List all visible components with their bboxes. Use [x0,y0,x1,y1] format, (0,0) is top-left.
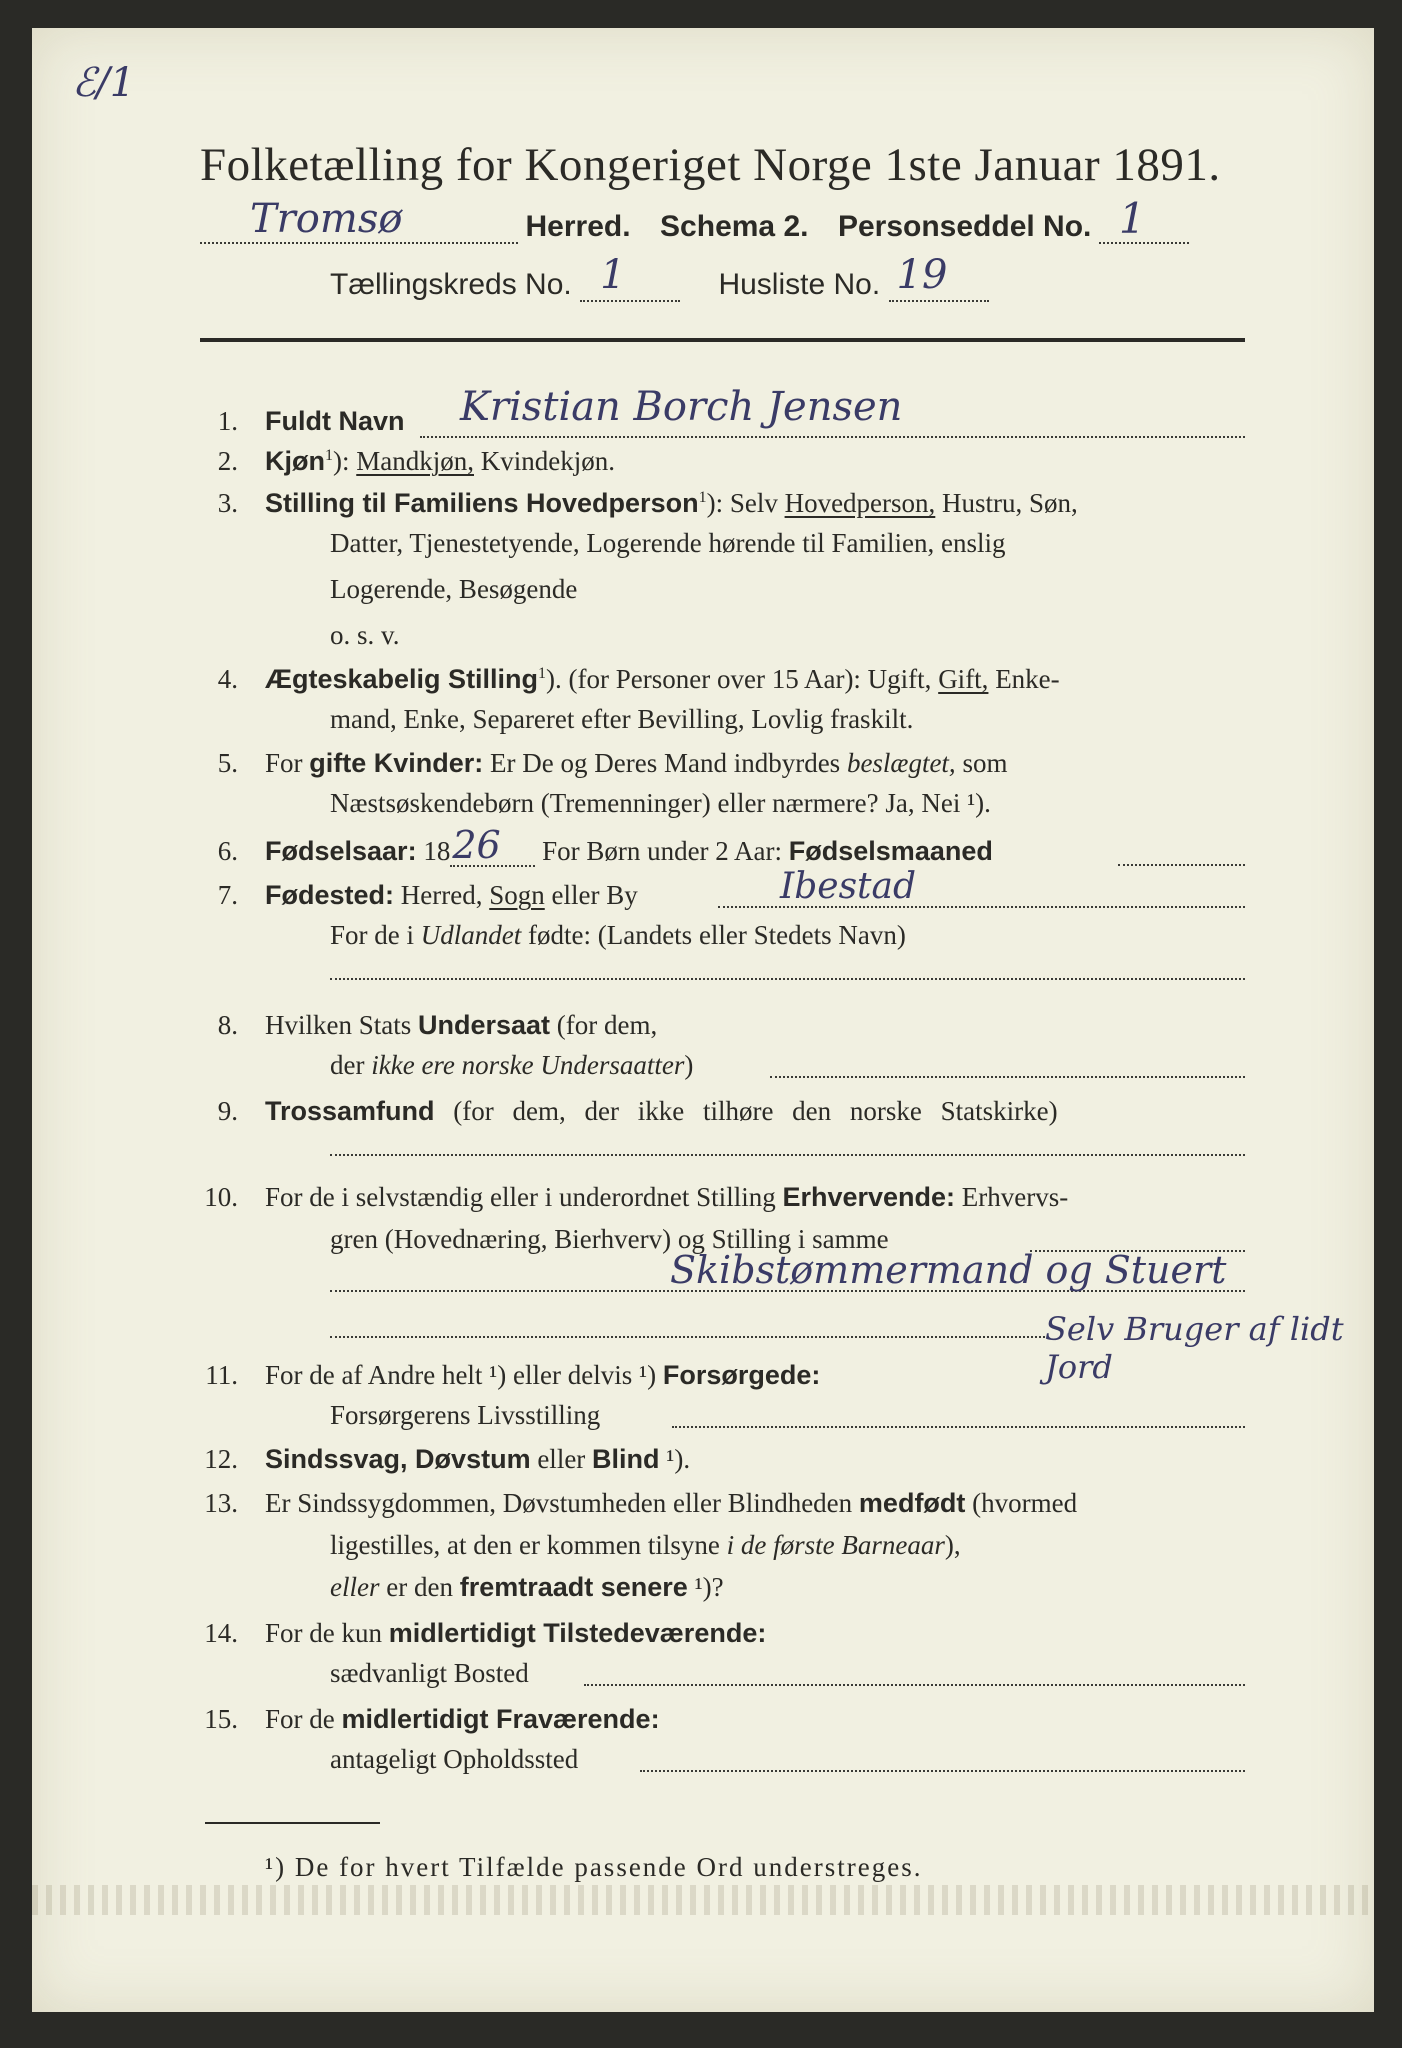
field-7-label: Fødested: [265,880,395,910]
field-4-text-b: Enke- [988,664,1060,694]
field-8-line-2-a: der [330,1050,372,1080]
footnote: ¹) De for hvert Tilfælde passende Ord understreges. [265,1852,923,1882]
field-10-line-2: gren (Hovednæring, Bierhverv) og Stilling i samme [330,1224,889,1254]
field-3-text-b: Hustru, Søn, [935,488,1078,518]
field-10-label: Erhvervende: [782,1182,956,1212]
field-13-text-a: Er Sindssygdommen, Døvstumheden eller Blindheden [265,1488,859,1518]
field-3-line-3: Logerende, Besøgende [330,574,578,604]
field-2-sup: 1 [325,447,333,464]
field-3-label: Stilling til Familiens Hovedperson [265,488,699,518]
kreds-handwriting: 1 [600,252,626,298]
herred-handwriting: Tromsø [250,196,403,242]
field-7-text-a: Herred, [394,880,490,910]
field-6-row [265,823,993,867]
field-4-line-2: mand, Enke, Separeret efter Bevilling, Lovlig fraskilt. [330,704,914,734]
field-10-row [265,1182,1068,1213]
field-6-field [450,823,535,867]
field-4-label: Ægteskabelig Stilling [265,664,539,694]
field-7-handwriting: Ibestad [780,866,917,907]
field-13-row [265,1488,1077,1519]
field-11-row [265,1360,820,1391]
field-6-prefix: 18 [416,836,451,866]
field-11-label: Forsørgede: [662,1360,821,1390]
field-7-line-3-dotted [330,978,1245,980]
field-3-line-2: Datter, Tjenestetyende, Logerende hørende til Familien, enslig [330,528,1006,558]
field-5-row [265,748,1007,779]
field-15-label: midlertidigt Fraværende: [341,1704,660,1734]
field-13-line-3-b: ¹)? [687,1572,724,1602]
field-11-number: 11. [205,1360,238,1390]
field-3-line-4: o. s. v. [330,620,400,650]
field-8-label: Undersaat [418,1010,551,1040]
field-11-dotted-line [672,1426,1245,1428]
field-14-text: For de kun [265,1618,389,1648]
field-13-text-b: (hvormed [965,1488,1078,1518]
personseddel-field [1099,194,1189,244]
field-13-line-2-a: ligestilles, at den er kommen tilsyne [330,1530,727,1560]
field-11-text: For de af Andre helt ¹) eller delvis ¹) [265,1360,663,1390]
field-5-text-a: For [265,748,310,778]
field-5-label: gifte Kvinder: [309,748,484,778]
field-8-row [265,1010,657,1041]
field-4-sup: 1 [538,665,547,682]
field-2-number: 2. [217,446,238,476]
herred-line [200,194,1245,244]
field-5-italic: beslægtet, [846,748,956,778]
field-8-text-b: (for dem, [550,1010,658,1040]
field-13-line-2-b: ), [944,1530,961,1560]
field-3-text-a: ): Selv [706,488,785,518]
field-5-text-b: Er De og Deres Mand indbyrdes [483,748,847,778]
field-15-number: 15. [204,1704,238,1734]
kreds-field [580,252,680,302]
field-13-line-3 [330,1572,724,1603]
field-8-line-2 [330,1050,693,1081]
field-4-number: 4. [217,664,238,694]
field-14-dotted-line [584,1684,1245,1686]
field-2-text: ): [333,446,357,476]
kreds-line [330,252,989,302]
field-3-selected-option: Hovedperson, [784,488,936,518]
field-10-number: 10. [204,1182,238,1212]
field-7-selected-option: Sogn [489,880,545,910]
field-12-row [265,1444,690,1475]
field-9-row [265,1096,1058,1127]
header-rule [200,338,1245,342]
field-7-line-2-b: fødte: (Landets eller Stedets Navn) [521,920,906,950]
field-6-dotted-line [1118,864,1245,866]
field-8-text-a: Hvilken Stats [265,1010,418,1040]
field-13-line-3-italic: eller [330,1572,380,1602]
field-13-line-3-label: fremtraadt senere [459,1572,688,1602]
personseddel-handwriting: 1 [1118,194,1146,243]
field-13-label: medfødt [858,1488,966,1518]
husliste-field [889,252,989,302]
corner-annotation: ℰ/1 [72,60,136,106]
field-4-row [265,664,1060,695]
footnote-rule [205,1822,380,1824]
field-2-row [265,446,615,477]
field-9-text: (for dem, der ikke tilhøre den norske Statskirke) [434,1096,1058,1126]
field-7-line-2 [330,920,906,951]
field-3-row [265,488,1078,519]
field-12-text-a: eller [530,1444,593,1474]
field-15-dotted-line [640,1770,1245,1772]
field-2-option-2: Kvindekjøn. [474,446,615,476]
field-12-label-2: Blind [592,1444,660,1474]
form-title: Folketælling for Kongeriget Norge 1ste Januar 1891. [200,139,1221,191]
field-14-number: 14. [204,1618,238,1648]
field-4-text-a: ). (for Personer over 15 Aar): Ugift, [546,664,939,694]
field-9-number: 9. [217,1096,238,1126]
paper-edge-stain [32,1885,1374,1915]
personseddel-label: Personseddel No. [837,210,1092,243]
field-12-text-b: ¹). [659,1444,691,1474]
field-3-number: 3. [217,488,238,518]
field-11-line-2: Forsørgerens Livsstilling [330,1400,601,1430]
field-5-text-c: som [955,748,1008,778]
field-1-handwriting: Kristian Borch Jensen [460,384,903,430]
field-15-line-2: antageligt Opholdssted [330,1744,579,1774]
field-6-text-b: For Børn under 2 Aar: [535,836,789,866]
kreds-label: Tællingskreds No. [330,268,572,301]
field-7-line-2-a: For de i [330,920,421,950]
field-9-dotted-line [330,1154,1245,1156]
field-1-dotted-line [420,436,1245,438]
field-6-handwriting: 26 [452,823,501,867]
field-14-line-2: sædvanligt Bosted [330,1658,529,1688]
field-7-text-b: eller By [544,880,638,910]
field-6-label: Fødselsaar: [265,836,417,866]
field-8-dotted-line [770,1076,1245,1078]
field-14-label: midlertidigt Tilstedeværende: [388,1618,767,1648]
field-13-line-2 [330,1530,961,1561]
field-15-text: For de [265,1704,342,1734]
field-9-label: Trossamfund [265,1096,435,1126]
field-8-line-2-italic: ikke ere norske Undersaatter [371,1050,685,1080]
field-4-selected-option: Gift, [938,664,989,694]
field-12-number: 12. [204,1444,238,1474]
field-8-number: 8. [217,1010,238,1040]
field-13-line-3-a: er den [379,1572,460,1602]
field-10-line-4-dotted [330,1336,1045,1338]
husliste-label: Husliste No. [718,268,881,301]
field-7-row [265,880,638,911]
field-5-number: 5. [217,748,238,778]
field-15-row [265,1704,660,1735]
field-13-number: 13. [204,1488,238,1518]
husliste-handwriting: 19 [896,252,948,298]
field-13-line-2-italic: i de første Barneaar [726,1530,945,1560]
field-10-text-a: For de i selvstændig eller i underordnet Stilling [265,1182,783,1212]
field-1-number: 1. [217,406,238,436]
field-7-number: 7. [217,880,238,910]
field-2-label: Kjøn [265,446,325,476]
herred-field [200,196,518,244]
field-8-line-2-b: ) [684,1050,694,1080]
field-10-handwriting-1: Skibstømmermand og Stuert [670,1248,1227,1292]
field-10-text-b: Erhvervs- [955,1182,1069,1212]
field-14-row [265,1618,766,1649]
field-10-handwriting-2: Selv Bruger af lidt Jord [1045,1310,1344,1386]
field-7-line-2-italic: Udlandet [420,920,522,950]
field-2-selected-option: Mandkjøn, [356,446,474,476]
field-12-label: Sindssvag, Døvstum [265,1444,531,1474]
herred-label: Herred. [525,210,631,243]
field-1-label: Fuldt Navn [265,406,405,436]
field-5-line-2: Næstsøskendebørn (Tremenninger) eller nærmere? Ja, Nei ¹). [330,788,991,818]
field-6-label-2: Fødselsmaaned [788,836,993,866]
field-6-number: 6. [217,836,238,866]
field-3-sup: 1 [698,489,707,506]
schema-label: Schema 2. [660,210,809,243]
